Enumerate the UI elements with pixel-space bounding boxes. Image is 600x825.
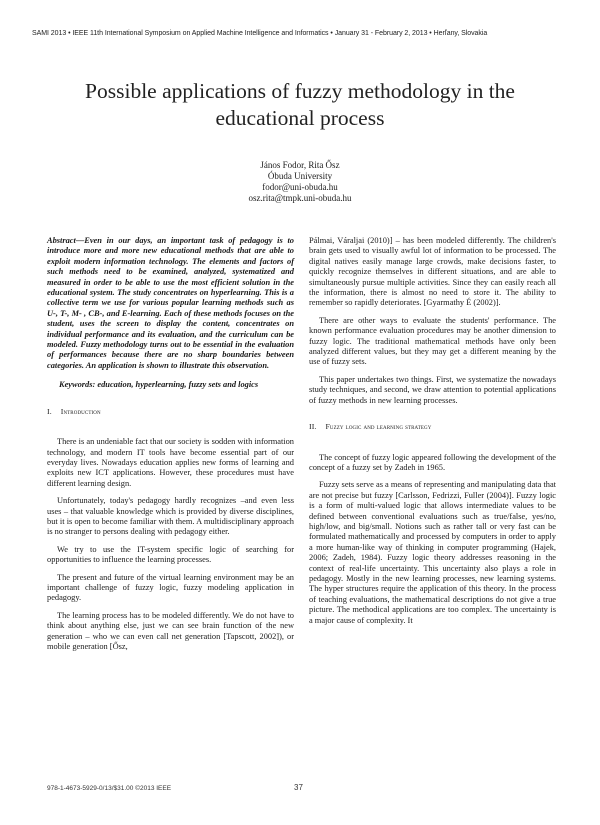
section-number: II. (309, 422, 317, 432)
abstract-text: —Even in our days, an important task of pedagogy is to introduce more and more new educational methods that are able to exploit modern information technology. The elements and factors of such methods need to be examined, analyzed, systematized and measured in order to be able to use the most efficient solution in the educational system. The study concentrates on hyperlearning. This is a collective term we use for various popular learning methods such as U-, T-, M- , CB-, and E-learning. Each of these methods focuses on the student, uses the screen to display the content, concentrates on individual performance and its evaluation, and the curriculum can be modeled. Fuzzy methodology turns out to be essential in the evaluation of performances because there are no sharp boundaries between categories. An application is shown to illustrate this observation. (47, 236, 294, 370)
section-heading-fuzzy-logic (309, 422, 556, 432)
section-number: I. (47, 406, 52, 416)
abstract (47, 236, 294, 371)
author-block (100, 160, 500, 204)
paragraph: The concept of fuzzy logic appeared following the development of the concept of a fuzzy set by Zadeh in 1965. (309, 452, 556, 472)
left-column (47, 236, 294, 659)
footer-isbn: 978-1-4673-5929-0/13/$31.00 ©2013 IEEE (47, 785, 172, 792)
right-column (309, 236, 556, 633)
section-heading-introduction (47, 407, 294, 417)
conference-header: SAMI 2013 • IEEE 11th International Symposium on Applied Machine Intelligence and Informatics • January 31 - February 2, 2013 • Herľany, Slovakia (32, 30, 488, 37)
author-email-2: osz.rita@tmpk.uni-obuda.hu (248, 193, 352, 203)
paper-title: Possible applications of fuzzy methodology in the educational process (85, 79, 515, 130)
section-title: Fuzzy logic and learning strategy (325, 422, 432, 432)
section-title: Introduction (60, 406, 101, 416)
paragraph: We try to use the IT-system specific logic of searching for opportunities to influence the learning processes. (47, 544, 294, 565)
page-number: 37 (294, 783, 303, 792)
paragraph: There is an undeniable fact that our society is sodden with information technology, and modern IT tools have become essential part of our everyday lives. Nowadays education applies new forms of learning and exploits new ICT applications. However, these procedures must have different learning design. (47, 437, 294, 488)
paragraph: Pálmai, Váraljai (2010)] – has been modeled differently. The children's brain gets used to visually awful lot of information to be processed. The digital natives easily manage large crowds, make decisions faster, to quickly recognize themselves in different situations, and are able to simultaneously pursue multiple activities. Since they can easily reach all the information, there is almost no need to store it. The ability to remember so rapidly deteriorates. [Gyarmathy É (2002)]. (309, 236, 556, 308)
keywords: Keywords: education, hyperlearning, fuzzy sets and logics (59, 380, 259, 390)
paragraph: The learning process has to be modeled differently. We do not have to think about anything else, just we can see brain function of the new generation – who we can even call net generation [Tapscott, 2002]), or mobile generation [Ősz, (47, 610, 294, 651)
paragraph: There are other ways to evaluate the students' performance. The known performance evaluation procedures may be another dimension to fuzzy logic. The traditional mathematical methods have only been analyzed different values, but they may get a different meaning by the use of fuzzy sets. (309, 315, 556, 367)
author-email-1: fodor@uni-obuda.hu (262, 182, 338, 192)
paragraph: The present and future of the virtual learning environment may be an important challenge of fuzzy logic, fuzzy modeling application in pedagogy. (47, 572, 294, 603)
paragraph: This paper undertakes two things. First, we systematize the nowadays study techniques, and second, we draw attention to potential applications of fuzzy methods in new learning processes. (309, 374, 556, 405)
author-affiliation: Óbuda University (267, 171, 333, 181)
paragraph: Fuzzy sets serve as a means of representing and manipulating data that are not precise but fuzzy [Carlsson, Fedrizzi, Fuller (2004)]. Fuzzy logic is a form of multi-valued logic that allows intermediate values to be defined between conventional evaluations such as true/false, yes/no, high/low, and big/small. Notions such as rather tall or very fast can be formulated mathematically and processed by computers in order to apply a more human-like way of thinking in computer programming (Hajek, 2006; Zadeh, 1984). Fuzzy logic theory addresses reasoning in the context of real-life uncertainty. This uncertainty also plays a role in pedagogy. Mostly in the new learning processes, new learning systems. The hyper structures require the application of this theory. In the process of teaching evaluations, the mathematical descriptions do not give a true picture. The methodical applications are too complex. The uncertainty is a major cause of complexity. It (309, 480, 556, 625)
abstract-lead: Abstract (47, 236, 76, 245)
paragraph: Unfortunately, today's pedagogy hardly recognizes –and even less uses – that valuable knowledge which is provided by diverse disciplines, but it is open to become familiar with them. A multidisciplinary approach is no stranger to persons dealing with pedagogy either. (47, 496, 294, 537)
author-names: János Fodor, Rita Ősz (260, 160, 340, 170)
